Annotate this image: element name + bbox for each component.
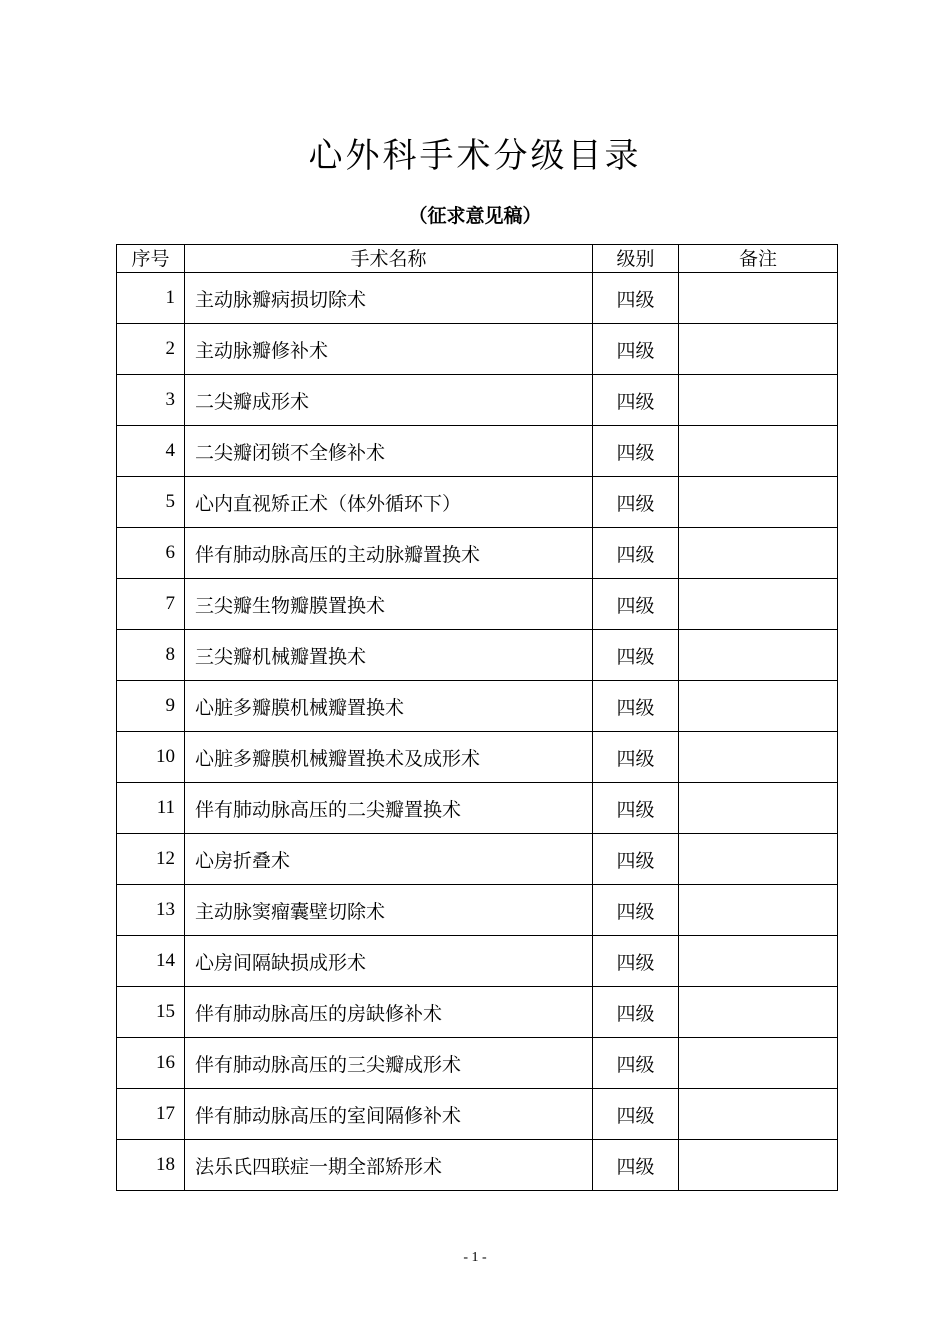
row-surgery-name: 二尖瓣成形术 bbox=[185, 375, 593, 426]
row-level: 四级 bbox=[593, 681, 679, 732]
row-level: 四级 bbox=[593, 1089, 679, 1140]
row-surgery-name: 二尖瓣闭锁不全修补术 bbox=[185, 426, 593, 477]
row-level: 四级 bbox=[593, 987, 679, 1038]
row-surgery-name: 伴有肺动脉高压的三尖瓣成形术 bbox=[185, 1038, 593, 1089]
table-row bbox=[117, 630, 838, 681]
row-remark bbox=[679, 732, 838, 783]
row-remark bbox=[679, 1038, 838, 1089]
row-remark bbox=[679, 681, 838, 732]
row-seq: 8 bbox=[117, 630, 185, 681]
row-remark bbox=[679, 579, 838, 630]
table-body bbox=[117, 273, 838, 1191]
row-remark bbox=[679, 834, 838, 885]
row-remark bbox=[679, 630, 838, 681]
row-seq: 15 bbox=[117, 987, 185, 1038]
row-level: 四级 bbox=[593, 426, 679, 477]
row-remark bbox=[679, 783, 838, 834]
table-row bbox=[117, 987, 838, 1038]
header-remark: 备注 bbox=[679, 245, 838, 273]
row-seq: 2 bbox=[117, 324, 185, 375]
row-seq: 7 bbox=[117, 579, 185, 630]
table-row bbox=[117, 936, 838, 987]
row-surgery-name: 伴有肺动脉高压的主动脉瓣置换术 bbox=[185, 528, 593, 579]
row-level: 四级 bbox=[593, 375, 679, 426]
table-row bbox=[117, 477, 838, 528]
row-remark bbox=[679, 987, 838, 1038]
table-row bbox=[117, 1140, 838, 1191]
row-remark bbox=[679, 375, 838, 426]
row-surgery-name: 心房折叠术 bbox=[185, 834, 593, 885]
row-remark bbox=[679, 426, 838, 477]
row-seq: 14 bbox=[117, 936, 185, 987]
row-level: 四级 bbox=[593, 579, 679, 630]
row-remark bbox=[679, 528, 838, 579]
row-remark bbox=[679, 273, 838, 324]
row-remark bbox=[679, 885, 838, 936]
row-seq: 1 bbox=[117, 273, 185, 324]
header-level: 级别 bbox=[593, 245, 679, 273]
row-seq: 10 bbox=[117, 732, 185, 783]
row-level: 四级 bbox=[593, 273, 679, 324]
table-row bbox=[117, 885, 838, 936]
surgery-catalog-table bbox=[116, 244, 838, 1191]
row-seq: 4 bbox=[117, 426, 185, 477]
row-surgery-name: 伴有肺动脉高压的二尖瓣置换术 bbox=[185, 783, 593, 834]
row-surgery-name: 伴有肺动脉高压的室间隔修补术 bbox=[185, 1089, 593, 1140]
row-surgery-name: 心内直视矫正术（体外循环下） bbox=[185, 477, 593, 528]
row-level: 四级 bbox=[593, 1038, 679, 1089]
row-seq: 3 bbox=[117, 375, 185, 426]
row-surgery-name: 心脏多瓣膜机械瓣置换术 bbox=[185, 681, 593, 732]
table-row bbox=[117, 273, 838, 324]
document-title: 心外科手术分级目录 bbox=[308, 136, 642, 176]
row-level: 四级 bbox=[593, 630, 679, 681]
row-surgery-name: 法乐氏四联症一期全部矫形术 bbox=[185, 1140, 593, 1191]
row-surgery-name: 主动脉瓣病损切除术 bbox=[185, 273, 593, 324]
table-row bbox=[117, 528, 838, 579]
row-level: 四级 bbox=[593, 528, 679, 579]
row-surgery-name: 伴有肺动脉高压的房缺修补术 bbox=[185, 987, 593, 1038]
row-seq: 13 bbox=[117, 885, 185, 936]
row-level: 四级 bbox=[593, 783, 679, 834]
table-row bbox=[117, 1089, 838, 1140]
row-seq: 9 bbox=[117, 681, 185, 732]
row-seq: 16 bbox=[117, 1038, 185, 1089]
table-header-row bbox=[117, 245, 838, 273]
row-surgery-name: 心房间隔缺损成形术 bbox=[185, 936, 593, 987]
page-number: - 1 - bbox=[463, 1250, 487, 1265]
row-remark bbox=[679, 477, 838, 528]
table-row bbox=[117, 426, 838, 477]
row-level: 四级 bbox=[593, 885, 679, 936]
row-seq: 5 bbox=[117, 477, 185, 528]
row-seq: 18 bbox=[117, 1140, 185, 1191]
table-row bbox=[117, 579, 838, 630]
row-seq: 11 bbox=[117, 783, 185, 834]
row-seq: 6 bbox=[117, 528, 185, 579]
row-level: 四级 bbox=[593, 1140, 679, 1191]
row-seq: 17 bbox=[117, 1089, 185, 1140]
table-row bbox=[117, 1038, 838, 1089]
table-row bbox=[117, 783, 838, 834]
row-remark bbox=[679, 1089, 838, 1140]
row-surgery-name: 三尖瓣机械瓣置换术 bbox=[185, 630, 593, 681]
row-remark bbox=[679, 936, 838, 987]
table-row bbox=[117, 834, 838, 885]
row-level: 四级 bbox=[593, 834, 679, 885]
table-row bbox=[117, 324, 838, 375]
table-row bbox=[117, 732, 838, 783]
row-seq: 12 bbox=[117, 834, 185, 885]
row-level: 四级 bbox=[593, 936, 679, 987]
row-remark bbox=[679, 1140, 838, 1191]
row-level: 四级 bbox=[593, 477, 679, 528]
table-row bbox=[117, 681, 838, 732]
table-row bbox=[117, 375, 838, 426]
row-level: 四级 bbox=[593, 324, 679, 375]
row-surgery-name: 心脏多瓣膜机械瓣置换术及成形术 bbox=[185, 732, 593, 783]
row-surgery-name: 主动脉窦瘤囊壁切除术 bbox=[185, 885, 593, 936]
document-subtitle: （征求意见稿） bbox=[408, 205, 542, 227]
row-surgery-name: 三尖瓣生物瓣膜置换术 bbox=[185, 579, 593, 630]
row-remark bbox=[679, 324, 838, 375]
row-surgery-name: 主动脉瓣修补术 bbox=[185, 324, 593, 375]
header-name: 手术名称 bbox=[185, 245, 593, 273]
row-level: 四级 bbox=[593, 732, 679, 783]
header-seq: 序号 bbox=[117, 245, 185, 273]
